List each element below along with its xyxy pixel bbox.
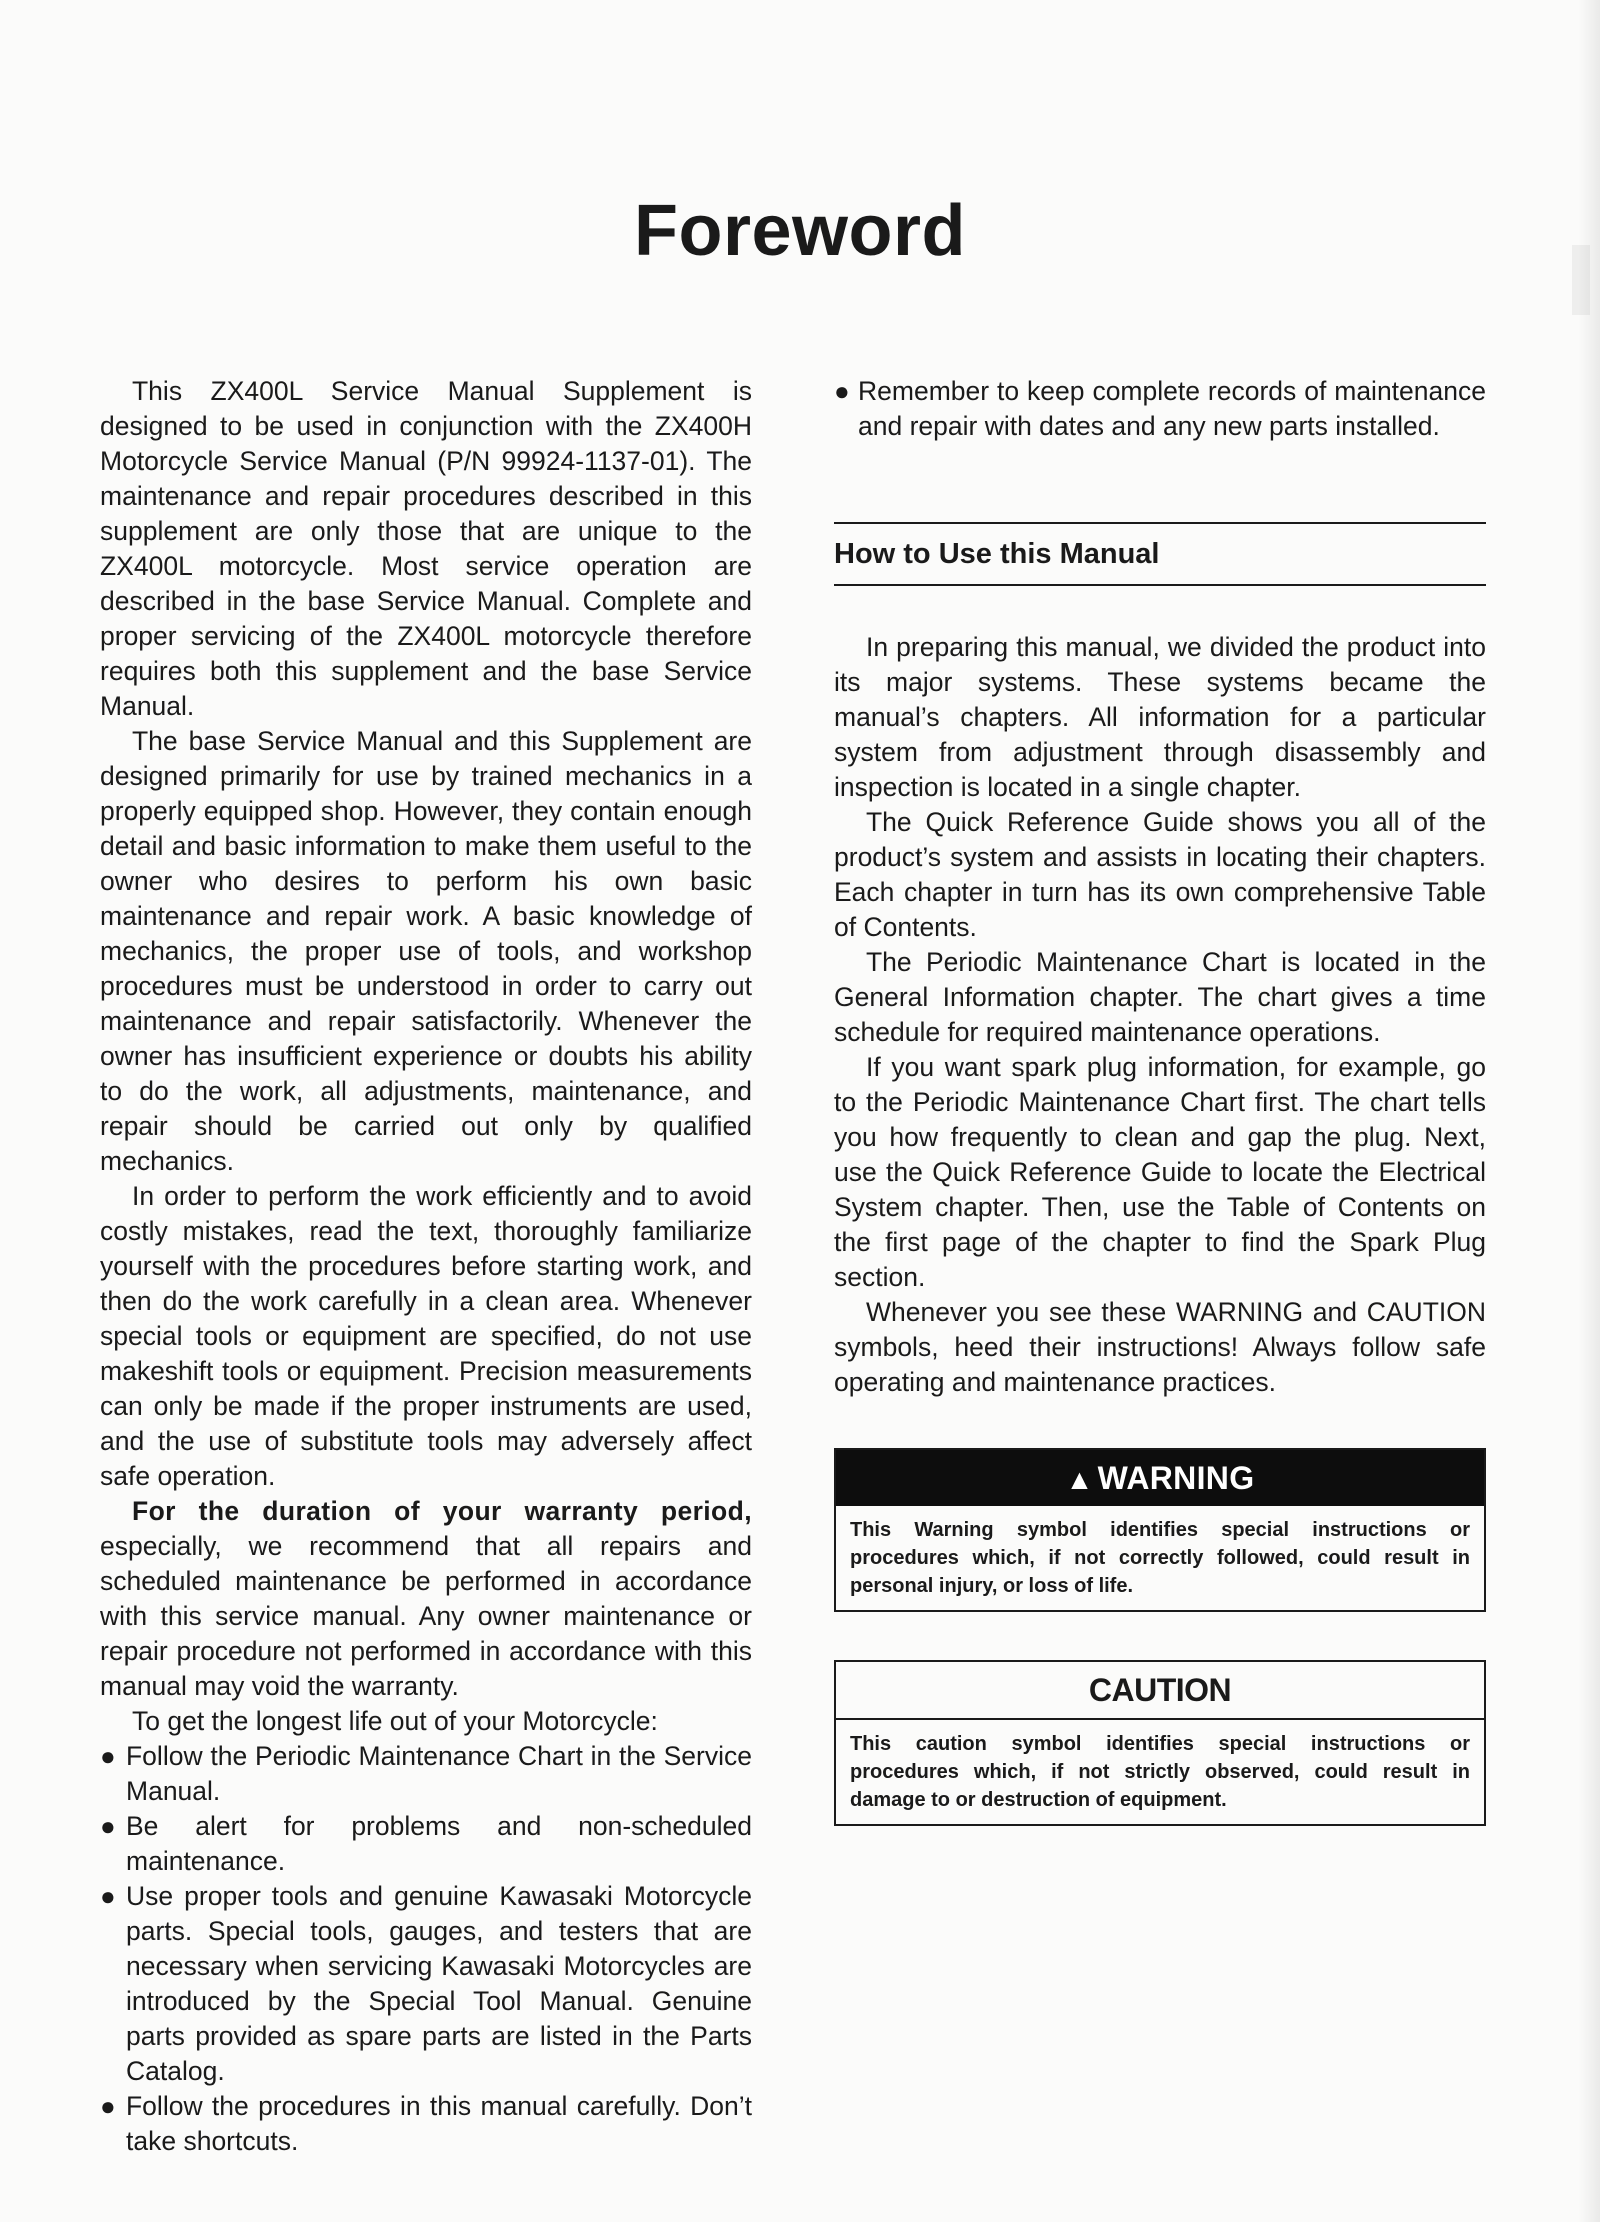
page-edge-shadow <box>1578 0 1600 2222</box>
warning-box <box>834 1448 1486 1612</box>
how-to-use-body <box>834 630 1486 1400</box>
bullet-icon: ● <box>100 1811 116 1841</box>
warning-title: WARNING <box>1097 1460 1255 1496</box>
intro-paragraph: This ZX400L Service Manual Supplement is designed to be used in conjunction with the ZX400H Motorcycle Service Manual (P/N 99924-1137-01). The maintenance and repair procedures described in this supplement are only those that are unique to the ZX400L motorcycle. Most service operation are described in the base Service Manual. Complete and proper servicing of the ZX400L motorcycle therefore requires both this supplement and the base Service Manual. <box>100 376 752 721</box>
warranty-paragraph <box>100 1494 752 1704</box>
list-item: ● Remember to keep complete records of maintenance and repair with dates and any new parts installed. <box>834 376 1486 441</box>
list-item: ● Follow the Periodic Maintenance Chart in the Service Manual. <box>100 1741 752 1806</box>
warning-header <box>836 1450 1484 1506</box>
audience-paragraph: The base Service Manual and this Supplement are designed primarily for use by trained mechanics in a properly equipped shop. However, they contain enough detail and basic information to make them useful to the owner who desires to perform his own basic maintenance and repair work. A basic knowledge of mechanics, the proper use of tools, and workshop procedures must be understood in order to carry out maintenance and repair satisfactorily. Whenever the owner has insufficient experience or doubts his ability to do the work, all adjustments, maintenance, and repair should be carried out only by qualified mechanics. <box>100 726 752 1176</box>
right-column <box>834 374 1486 1826</box>
symbols-paragraph: Whenever you see these WARNING and CAUTION symbols, heed their instructions! Always follow safe operating and maintenance practices. <box>834 1297 1486 1397</box>
list-item: ● Use proper tools and genuine Kawasaki Motorcycle parts. Special tools, gauges, and testers that are necessary when servicing Kawasaki Motorcycles are introduced by the Special Tool Manual. Genuine parts provided as spare parts are listed in the Parts Catalog. <box>100 1881 752 2086</box>
bullet-icon: ● <box>834 376 850 406</box>
warranty-lead: For the duration of your warranty period, <box>132 1496 752 1526</box>
efficiency-paragraph: In order to perform the work efficiently and to avoid costly mistakes, read the text, thoroughly familiarize yourself with the procedures before starting work, and then do the work carefully in a clean area. Whenever special tools or equipment are specified, do not use makeshift tools or equipment. Precision measurements can only be made if the proper instruments are used, and the use of substitute tools may adversely affect safe operation. <box>100 1181 752 1491</box>
bullet-icon: ● <box>100 1741 116 1771</box>
page-title: Foreword <box>633 191 966 271</box>
systems-paragraph: In preparing this manual, we divided the product into its major systems. These systems became the manual’s chapters. All information for a particular system from adjustment through disassembly and inspection is located in a single chapter. <box>834 632 1486 802</box>
warning-triangle-icon: ▲ <box>1065 1464 1094 1495</box>
spark-plug-paragraph: If you want spark plug information, for example, go to the Periodic Maintenance Chart first. The chart tells you how frequently to clean and gap the plug. Next, use the Quick Reference Guide to locate the Electrical System chapter. Then, use the Table of Contents on the first page of the chapter to find the Spark Plug section. <box>834 1052 1486 1292</box>
bullet-icon: ● <box>100 1881 116 1911</box>
longevity-paragraph: To get the longest life out of your Motorcycle: <box>132 1706 658 1736</box>
longevity-list <box>100 1739 752 2159</box>
section-heading: How to Use this Manual <box>834 522 1486 586</box>
warranty-text: especially, we recommend that all repairs and scheduled maintenance be performed in accordance with this service manual. Any owner maintenance or repair procedure not performed in accordance with this manual may void the warranty. <box>100 1531 752 1701</box>
list-item: ● Be alert for problems and non-scheduled maintenance. <box>100 1811 752 1876</box>
left-column <box>100 374 752 2159</box>
bullet-icon: ● <box>100 2091 116 2121</box>
warning-text: This Warning symbol identifies special instructions or procedures which, if not correctly followed, could result in personal injury, or loss of life. <box>850 1519 1470 1597</box>
caution-text: This caution symbol identifies special instructions or procedures which, if not strictly observed, could result in damage to or destruction of equipment. <box>850 1733 1470 1811</box>
list-item: ● Follow the procedures in this manual carefully. Don’t take shortcuts. <box>100 2091 752 2156</box>
caution-title: CAUTION <box>836 1662 1484 1720</box>
quick-reference-paragraph: The Quick Reference Guide shows you all of the product’s system and assists in locating their chapters. Each chapter in turn has its own comprehensive Table of Contents. <box>834 807 1486 942</box>
maintenance-chart-paragraph: The Periodic Maintenance Chart is located in the General Information chapter. The chart gives a time schedule for required maintenance operations. <box>834 947 1486 1047</box>
caution-box <box>834 1660 1486 1826</box>
records-list <box>834 374 1486 444</box>
